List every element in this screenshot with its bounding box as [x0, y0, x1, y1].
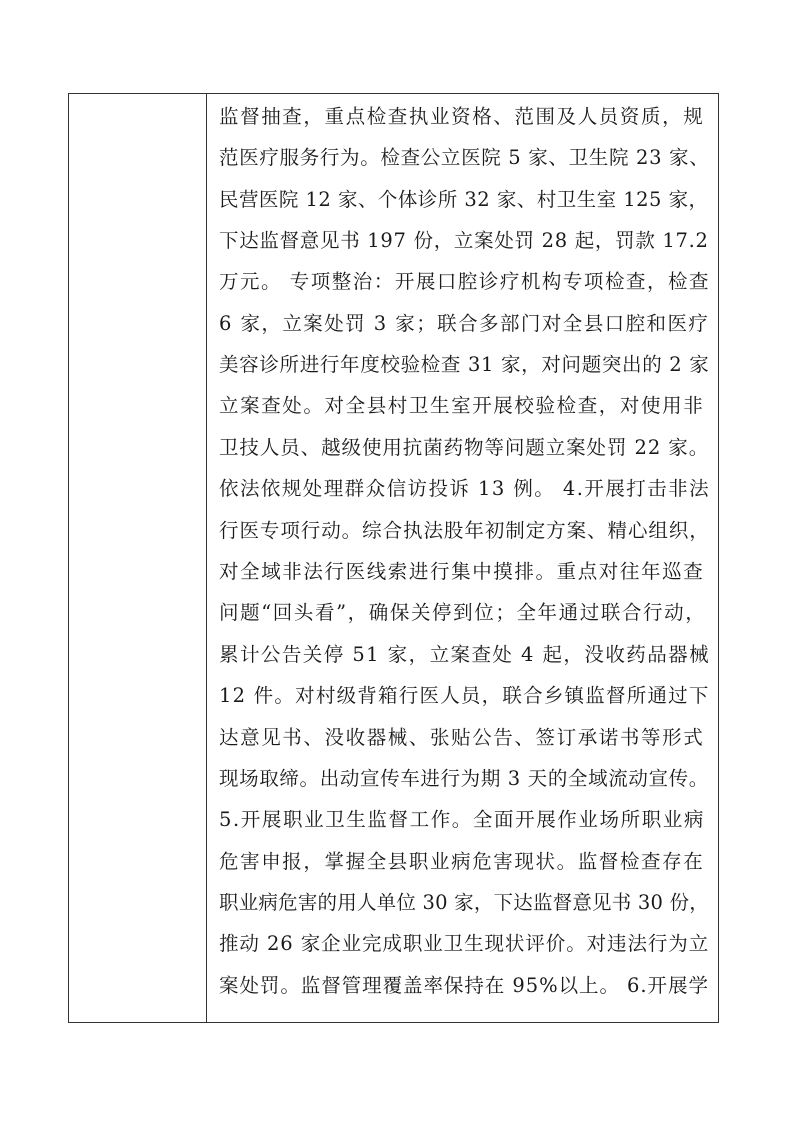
- table-left-column-cell: [69, 94, 207, 1022]
- text-line: 职业病危害的用人单位 30 家，下达监督意见书 30 份，: [219, 891, 709, 914]
- text-line: 监督抽查，重点检查执业资格、范围及人员资质，规: [219, 105, 705, 128]
- text-line: 问题“回头看”，确保关停到位；全年通过联合行动，: [219, 601, 707, 624]
- text-line: 推动 26 家企业完成职业卫生现状评价。对违法行为立: [219, 932, 710, 955]
- report-table: [68, 93, 719, 1023]
- text-line: 达意见书、没收器械、张贴公告、签订承诺书等形式: [219, 726, 705, 749]
- text-line: 12 件。对村级背箱行医人员，联合乡镇监督所通过下: [219, 684, 710, 707]
- text-line: 现场取缔。出动宣传车进行为期 3 天的全域流动宣传。: [219, 767, 709, 790]
- text-line: 立案查处。对全县村卫生室开展校验检查，对使用非: [219, 394, 705, 417]
- text-line: 危害申报，掌握全县职业病危害现状。监督检查存在: [219, 850, 705, 873]
- text-line: 美容诊所进行年度校验检查 31 家，对问题突出的 2 家: [219, 353, 710, 376]
- text-line: 案处罚。监督管理覆盖率保持在 95%以上。 6.开展学: [219, 974, 709, 997]
- text-line: 卫技人员、越级使用抗菌药物等问题立案处罚 22 家。: [219, 436, 710, 459]
- text-line: 依法依规处理群众信访投诉 13 例。 4.开展打击非法: [219, 477, 711, 500]
- text-line: 范医疗服务行为。检查公立医院 5 家、卫生院 23 家、: [219, 146, 710, 169]
- text-line: 累计公告关停 51 家，立案查处 4 起，没收药品器械: [219, 643, 711, 666]
- table-content-cell: [207, 94, 718, 1022]
- text-line: 万元。 专项整治：开展口腔诊疗机构专项检查，检查: [219, 270, 711, 293]
- text-line: 下达监督意见书 197 份，立案处罚 28 起，罚款 17.2: [219, 229, 709, 252]
- text-line: 对全域非法行医线索进行集中摸排。重点对往年巡查: [219, 560, 705, 583]
- text-line: 行医专项行动。综合执法股年初制定方案、精心组织，: [219, 519, 710, 542]
- text-line: 6 家，立案处罚 3 家；联合多部门对全县口腔和医疗: [219, 312, 710, 335]
- text-line: 5.开展职业卫生监督工作。全面开展作业场所职业病: [219, 808, 706, 831]
- text-line: 民营医院 12 家、个体诊所 32 家、村卫生室 125 家，: [219, 188, 709, 211]
